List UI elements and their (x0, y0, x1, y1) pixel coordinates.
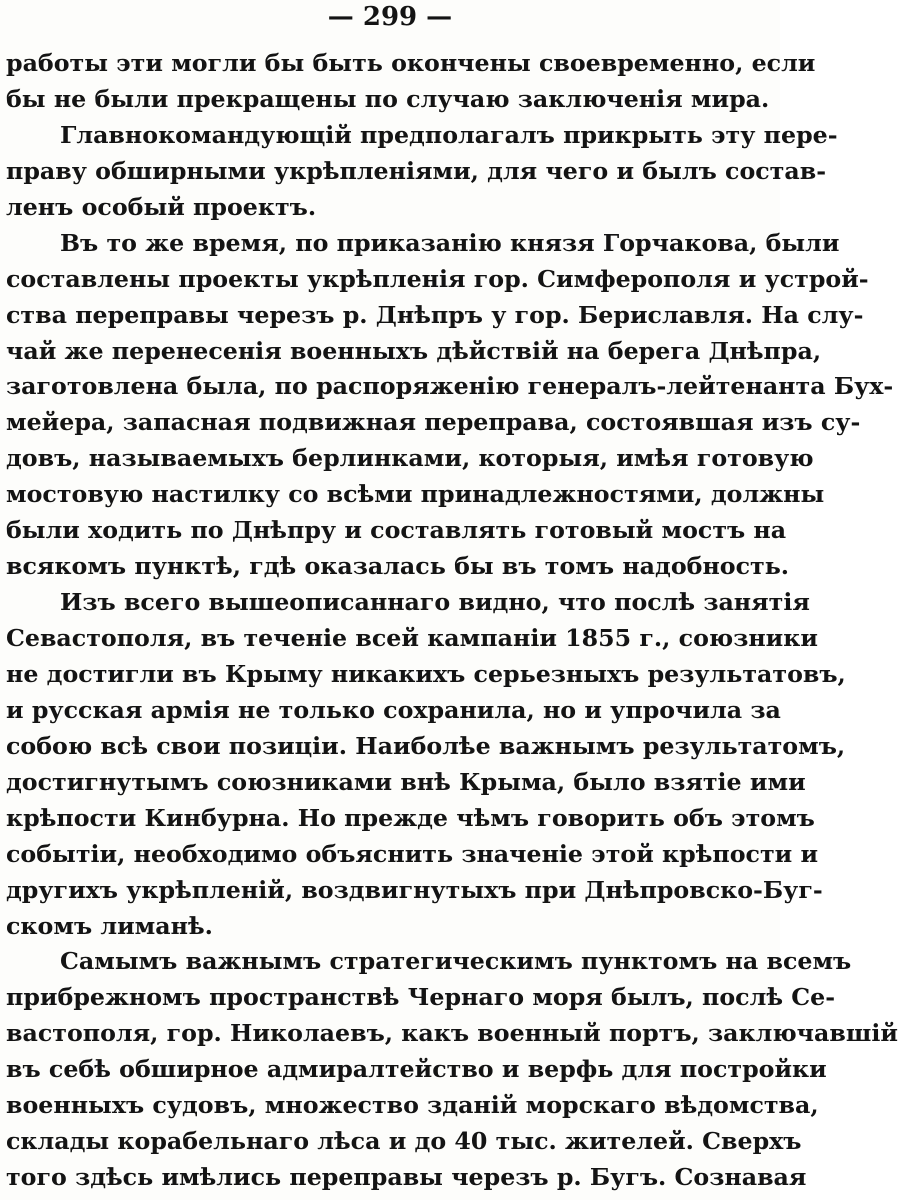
text-line: мостовую настилку со всѣми принадлежностями, должны (6, 480, 825, 509)
text-line: событіи, необходимо объяснить значеніе этой крѣпости и (6, 839, 819, 868)
text-line: вастополя, гор. Николаевъ, какъ военный портъ, заключавшій (6, 1019, 898, 1048)
text-line: праву обширными укрѣпленіями, для чего и былъ состав- (6, 156, 827, 185)
text-line: въ себѣ обширное адмиралтейство и верфь для постройки (6, 1055, 827, 1084)
text-line: довъ, называемыхъ берлинками, которыя, имѣя готовую (6, 444, 814, 473)
text-line: прибрежномъ пространствѣ Чернаго моря былъ, послѣ Се- (6, 983, 836, 1012)
text-line: не достигли въ Крыму никакихъ серьезныхъ результатовъ, (6, 659, 846, 688)
text-line: собою всѣ свои позиціи. Наиболѣе важнымъ результатомъ, (6, 731, 846, 760)
text-line: Севастополя, въ теченіе всей кампаніи 1855 г., союзники (6, 624, 818, 652)
text-line: достигнутымъ союзниками внѣ Крыма, было взятіе ими (6, 767, 806, 796)
text-line: Самымъ важнымъ стратегическимъ пунктомъ на всемъ (60, 947, 852, 976)
text-line: чай же перенесенія военныхъ дѣйствій на берега Днѣпра, (6, 336, 822, 365)
text-line: склады корабельнаго лѣса и до 40 тыс. жителей. Сверхъ (6, 1127, 802, 1156)
text-line: того здѣсь имѣлись переправы черезъ р. Бугъ. Сознавая (6, 1163, 807, 1192)
text-line: крѣпости Кинбурна. Но прежде чѣмъ говорить объ этомъ (6, 803, 815, 832)
text-line: ленъ особый проектъ. (6, 192, 317, 221)
text-line: составлены проекты укрѣпленія гор. Симферополя и устрой- (6, 264, 869, 293)
text-line: военныхъ судовъ, множество зданій морскаго вѣдомства, (6, 1091, 819, 1120)
text-line: Изъ всего вышеописаннаго видно, что послѣ занятія (60, 588, 810, 617)
text-line: ства переправы черезъ р. Днѣпръ у гор. Бериславля. На слу- (6, 300, 864, 329)
text-line: скомъ лиманѣ. (6, 911, 213, 940)
text-line: и русская армія не только сохранила, но и упрочила за (6, 695, 781, 724)
text-line: мейера, запасная подвижная переправа, состоявшая изъ су- (6, 408, 861, 437)
text-line: бы не были прекращены по случаю заключенія мира. (6, 84, 770, 113)
text-line: другихъ укрѣпленій, воздвигнутыхъ при Днѣпровско-Буг- (6, 875, 823, 904)
text-line: Въ то же время, по приказанію князя Горчакова, были (60, 228, 840, 257)
text-line: были ходить по Днѣпру и составлять готовый мостъ на (6, 516, 787, 545)
text-line: заготовлена была, по распоряженію генералъ-лейтенанта Бух- (6, 372, 894, 401)
text-line: всякомъ пунктѣ, гдѣ оказалась бы въ томъ надобность. (6, 552, 790, 581)
text-line: работы эти могли бы быть окончены своевременно, если (6, 49, 816, 77)
text-line: Главнокомандующій предполагалъ прикрыть эту пере- (60, 120, 838, 149)
page-number: — 299 — (327, 2, 453, 32)
